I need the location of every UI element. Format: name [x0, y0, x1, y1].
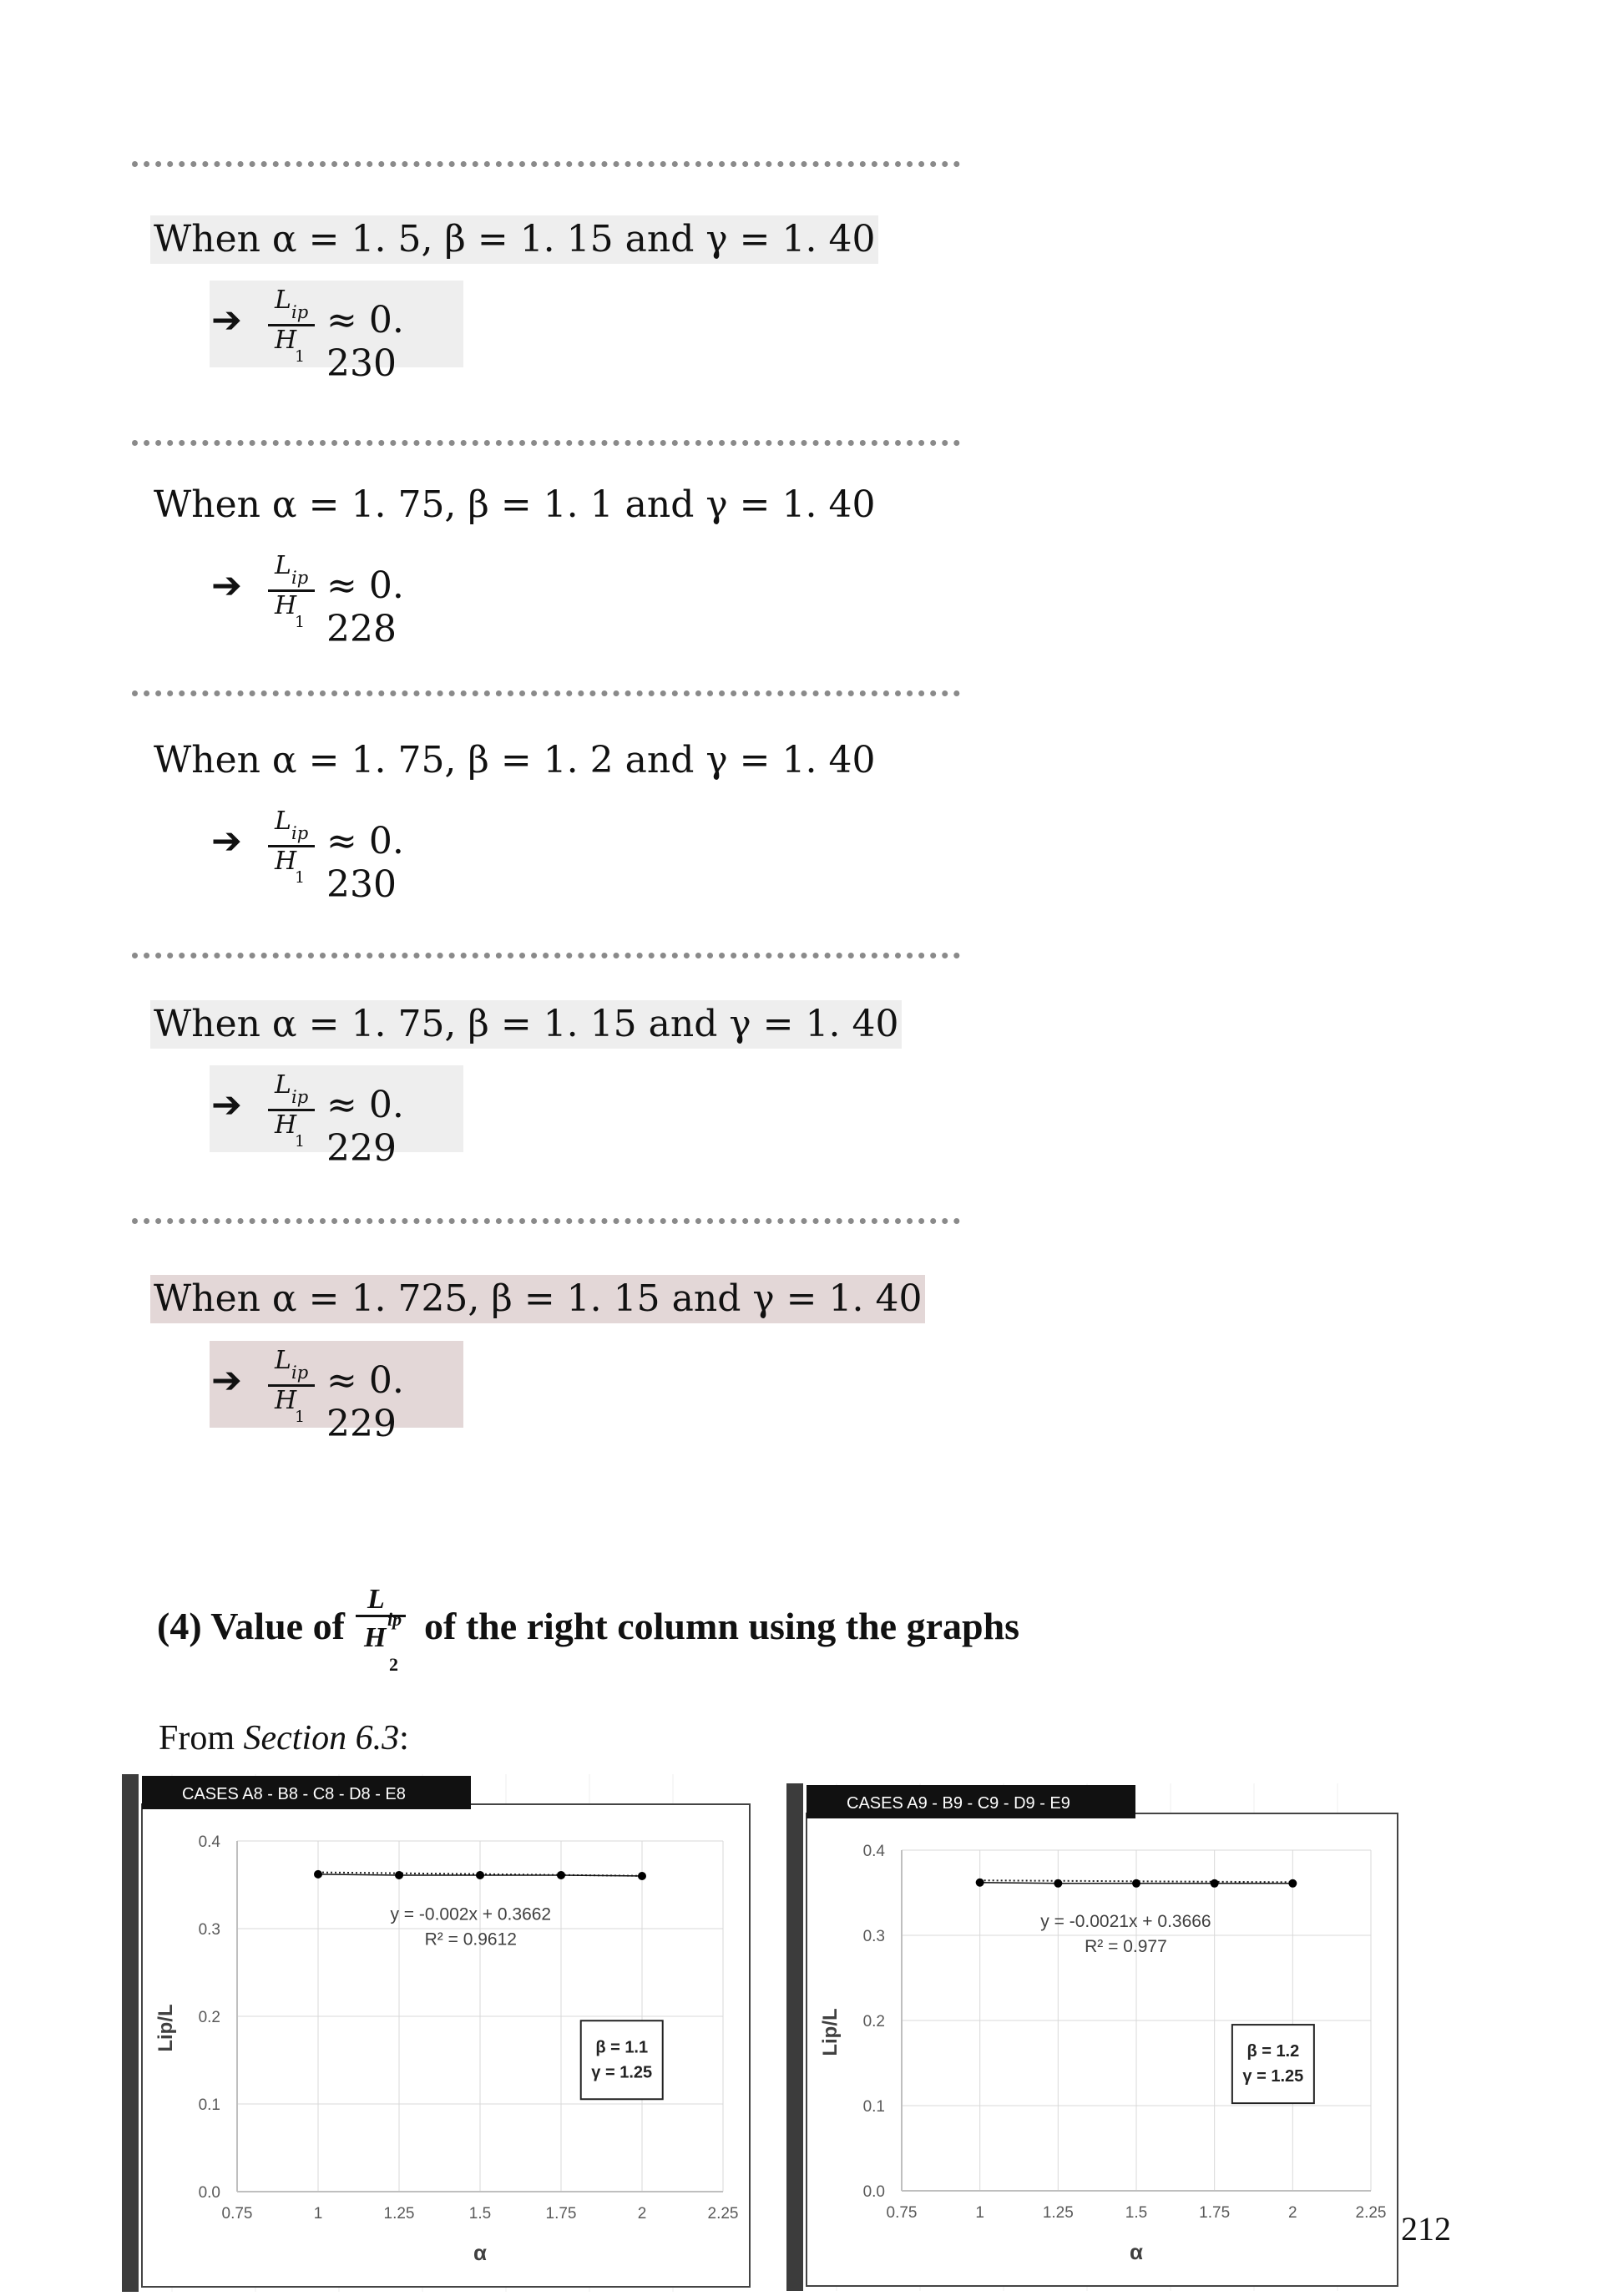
arrow-right-icon: ➔ — [211, 299, 242, 341]
fraction-lip-over-h1 — [268, 802, 320, 888]
trend-equation: y = -0.0021x + 0.3666 — [1040, 1911, 1211, 1931]
case-condition: When α = 1. 75, β = 1. 1 and γ = 1. 40 — [154, 483, 876, 526]
x-tick-label: 1.5 — [468, 2205, 492, 2223]
case-condition: When α = 1. 725, β = 1. 15 and γ = 1. 40 — [150, 1275, 925, 1323]
fraction-denominator-sub: 1 — [295, 347, 306, 366]
data-point — [395, 1871, 403, 1879]
approx-value: ≈ 0. 228 — [326, 564, 404, 650]
data-point — [557, 1871, 565, 1879]
x-tick-label: 1.25 — [1042, 2204, 1074, 2222]
fraction-numerator: L — [275, 286, 291, 315]
chart-title: CASES A9 - B9 - C9 - D9 - E9 — [847, 1794, 1070, 1813]
chart-left-bar — [786, 1783, 803, 2291]
fraction-numerator-sub: ip — [291, 823, 309, 843]
data-point — [1288, 1879, 1297, 1888]
fraction-numerator: L — [275, 1070, 291, 1100]
from-prefix: From — [159, 1719, 244, 1757]
x-tick-label: 2.25 — [707, 2205, 739, 2223]
dotted-separator — [132, 953, 960, 958]
y-tick-label: 0.0 — [862, 2183, 885, 2201]
case-result — [210, 802, 463, 906]
approx-value: ≈ 0. 230 — [326, 299, 404, 385]
data-point — [976, 1879, 984, 1887]
x-axis-label: α — [473, 2240, 487, 2265]
trend-r-squared: R² = 0.977 — [1085, 1936, 1167, 1956]
fraction-denominator-sub: 1 — [295, 1408, 306, 1426]
chart-svg — [786, 1783, 1404, 2291]
x-tick-label: 1.25 — [383, 2205, 415, 2223]
fraction-lip-over-h1 — [268, 1065, 320, 1152]
fraction-denominator: H — [275, 1110, 297, 1140]
fraction-denominator-sub: 2 — [389, 1654, 398, 1675]
legend-gamma: γ = 1.25 — [1242, 2067, 1304, 2086]
fraction-lip-over-h1 — [268, 546, 320, 633]
fraction-numerator: L — [275, 807, 291, 836]
fraction-lip-over-h2 — [356, 1580, 409, 1680]
arrow-right-icon: ➔ — [211, 564, 242, 607]
chart-svg — [122, 1774, 756, 2292]
approx-value: ≈ 0. 229 — [326, 1359, 404, 1445]
trend-r-squared: R² = 0.9612 — [424, 1929, 517, 1950]
y-tick-label: 0.0 — [198, 2184, 220, 2202]
y-tick-label: 0.4 — [862, 1843, 885, 1860]
y-tick-label: 0.3 — [862, 1928, 885, 1945]
fraction-numerator: L — [275, 1346, 291, 1375]
dotted-separator — [132, 1218, 960, 1224]
fraction-denominator: H — [275, 591, 297, 620]
y-tick-label: 0.1 — [198, 2096, 220, 2114]
fraction-denominator-sub: 1 — [295, 1132, 306, 1151]
y-tick-label: 0.3 — [198, 1921, 220, 1939]
legend-beta: β = 1.2 — [1246, 2042, 1300, 2061]
y-axis-label: Lip/L — [819, 2008, 842, 2056]
case-result — [210, 546, 463, 650]
case-result — [210, 1065, 463, 1170]
case-condition: When α = 1. 5, β = 1. 15 and γ = 1. 40 — [150, 215, 878, 264]
dotted-separator — [132, 161, 960, 167]
x-tick-label: 2 — [1288, 2204, 1297, 2222]
fraction-numerator-sub: ip — [291, 302, 309, 322]
section-reference: Section 6.3 — [243, 1719, 400, 1757]
approx-value: ≈ 0. 230 — [326, 820, 404, 906]
chart-cases-9 — [786, 1783, 1404, 2291]
chart-cases-8 — [122, 1774, 756, 2292]
x-tick-label: 0.75 — [886, 2204, 918, 2222]
fraction-denominator: H — [275, 1386, 297, 1415]
x-tick-label: 1 — [975, 2204, 984, 2222]
chart-title: CASES A8 - B8 - C8 - D8 - E8 — [182, 1785, 406, 1803]
chart-left-bar — [122, 1774, 139, 2292]
fraction-numerator-sub: ip — [291, 568, 309, 588]
y-axis-label: Lip/L — [154, 2004, 177, 2052]
data-point — [1054, 1879, 1062, 1888]
data-point — [1211, 1879, 1219, 1888]
case-result — [210, 1341, 463, 1445]
data-point — [1132, 1879, 1140, 1888]
fraction-numerator-sub: ip — [291, 1087, 309, 1107]
arrow-right-icon: ➔ — [211, 1084, 242, 1126]
fraction-denominator: H — [364, 1622, 387, 1653]
case-condition: When α = 1. 75, β = 1. 2 and γ = 1. 40 — [154, 739, 876, 781]
heading-prefix: (4) Value of — [157, 1605, 345, 1647]
x-tick-label: 1.75 — [545, 2205, 577, 2223]
arrow-right-icon: ➔ — [211, 820, 242, 862]
fraction-lip-over-h1 — [268, 281, 320, 367]
y-tick-label: 0.1 — [862, 2098, 885, 2116]
x-tick-label: 1 — [313, 2205, 323, 2223]
data-point — [638, 1872, 646, 1880]
fraction-lip-over-h1 — [268, 1341, 320, 1428]
legend-gamma: γ = 1.25 — [591, 2063, 653, 2082]
data-point — [314, 1870, 322, 1879]
x-tick-label: 1.5 — [1125, 2204, 1148, 2222]
fraction-denominator: H — [275, 326, 297, 355]
case-result — [210, 281, 463, 385]
dotted-separator — [132, 440, 960, 446]
trend-equation: y = -0.002x + 0.3662 — [390, 1904, 552, 1924]
x-tick-label: 1.75 — [1199, 2204, 1231, 2222]
legend-box — [581, 2020, 663, 2099]
fraction-denominator-sub: 1 — [295, 868, 306, 887]
x-axis-label: α — [1130, 2239, 1143, 2264]
dotted-separator — [132, 690, 960, 696]
approx-value: ≈ 0. 229 — [326, 1084, 404, 1170]
legend-beta: β = 1.1 — [595, 2038, 649, 2057]
x-tick-label: 0.75 — [221, 2205, 253, 2223]
x-tick-label: 2 — [637, 2205, 647, 2223]
from-section-text — [159, 1718, 409, 1758]
fraction-numerator-sub: ip — [387, 1609, 402, 1630]
heading-suffix: of the right column using the graphs — [424, 1605, 1020, 1647]
x-tick-label: 2.25 — [1355, 2204, 1387, 2222]
fraction-denominator-sub: 1 — [295, 613, 306, 631]
fraction-numerator: L — [367, 1584, 385, 1615]
data-point — [476, 1871, 484, 1879]
y-tick-label: 0.2 — [862, 2013, 885, 2030]
fraction-numerator-sub: ip — [291, 1363, 309, 1383]
fraction-denominator: H — [275, 847, 297, 876]
from-suffix: : — [399, 1719, 409, 1757]
arrow-right-icon: ➔ — [211, 1359, 242, 1402]
page-number: 212 — [1401, 2210, 1451, 2248]
y-tick-label: 0.4 — [198, 1833, 220, 1851]
fraction-numerator: L — [275, 551, 291, 580]
y-tick-label: 0.2 — [198, 2009, 220, 2026]
case-condition: When α = 1. 75, β = 1. 15 and γ = 1. 40 — [150, 1000, 902, 1049]
legend-box — [1232, 2025, 1314, 2103]
